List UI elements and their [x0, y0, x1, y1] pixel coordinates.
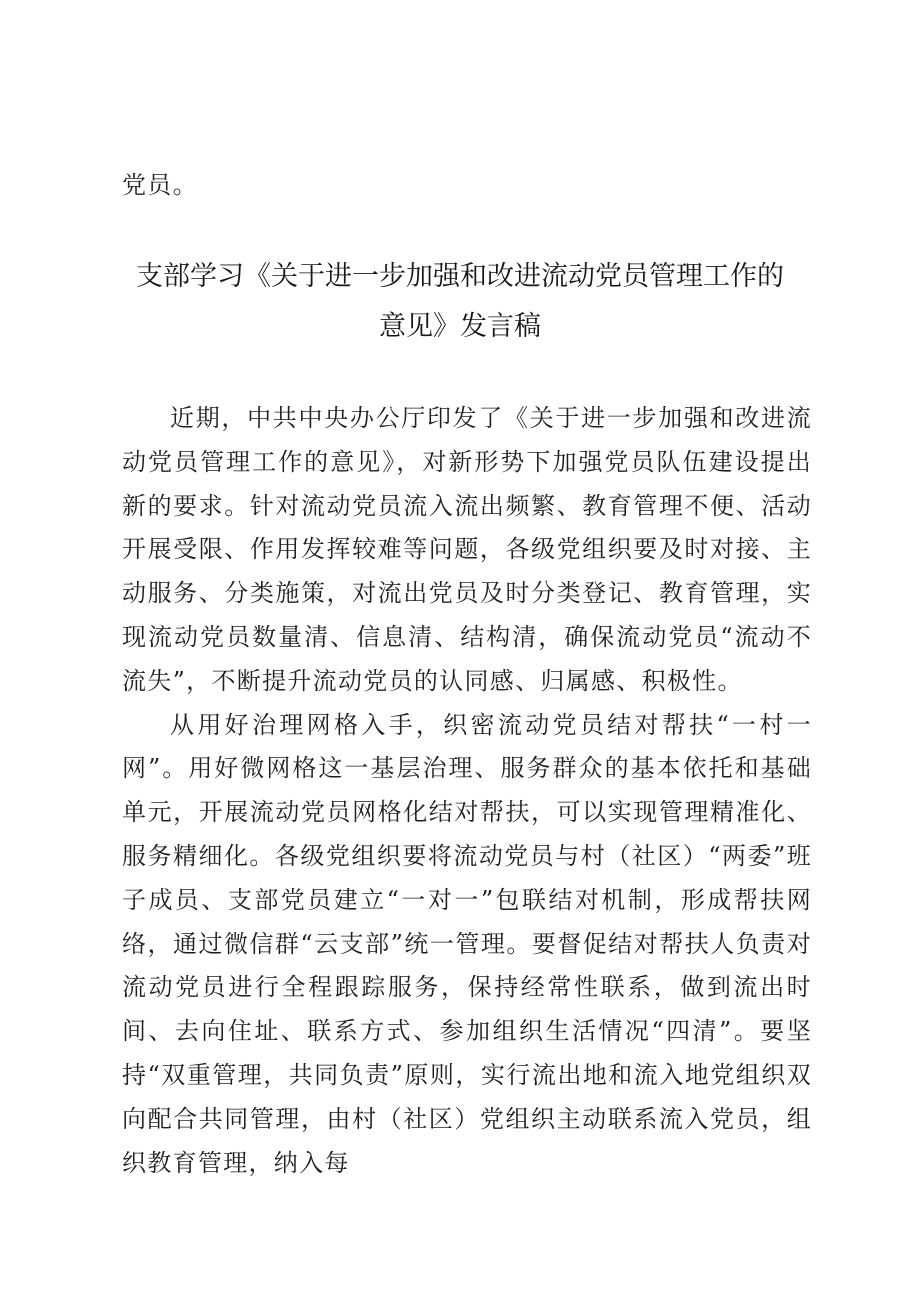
document-title-line-1: 支部学习《关于进一步加强和改进流动党员管理工作的: [136, 261, 784, 292]
previous-paragraph-tail: 党员。: [122, 171, 198, 199]
document-title: [110, 252, 810, 352]
document-body: [122, 397, 812, 1185]
body-paragraph-1: 近期，中共中央办公厅印发了《关于进一步加强和改进流动党员管理工作的意见》，对新形势下加强党员队伍建设提出新的要求。针对流动党员流入流出频繁、教育管理不便、活动开展受限、作用发挥较难等问题，各级党组织要及时对接、主动服务、分类施策，对流出党员及时分类登记、教育管理，实现流动党员数量清、信息清、结构清，确保流动党员“流动不流失”，不断提升流动党员的认同感、归属感、积极性。: [122, 404, 812, 695]
body-paragraph-2: 从用好治理网格入手，织密流动党员结对帮扶“一村一网”。用好微网格这一基层治理、服务群众的基本依托和基础单元，开展流动党员网格化结对帮扶，可以实现管理精准化、服务精细化。各级党组织要将流动党员与村（社区）“两委”班子成员、支部党员建立“一对一”包联结对机制，形成帮扶网络，通过微信群“云支部”统一管理。要督促结对帮扶人负责对流动党员进行全程跟踪服务，保持经常性联系，做到流出时间、去向住址、联系方式、参加组织生活情况“四清”。要坚持“双重管理，共同负责”原则，实行流出地和流入地党组织双向配合共同管理，由村（社区）党组织主动联系流入党员，组织教育管理，纳入每: [122, 710, 812, 1177]
document-title-line-2: 意见》发言稿: [379, 311, 541, 342]
